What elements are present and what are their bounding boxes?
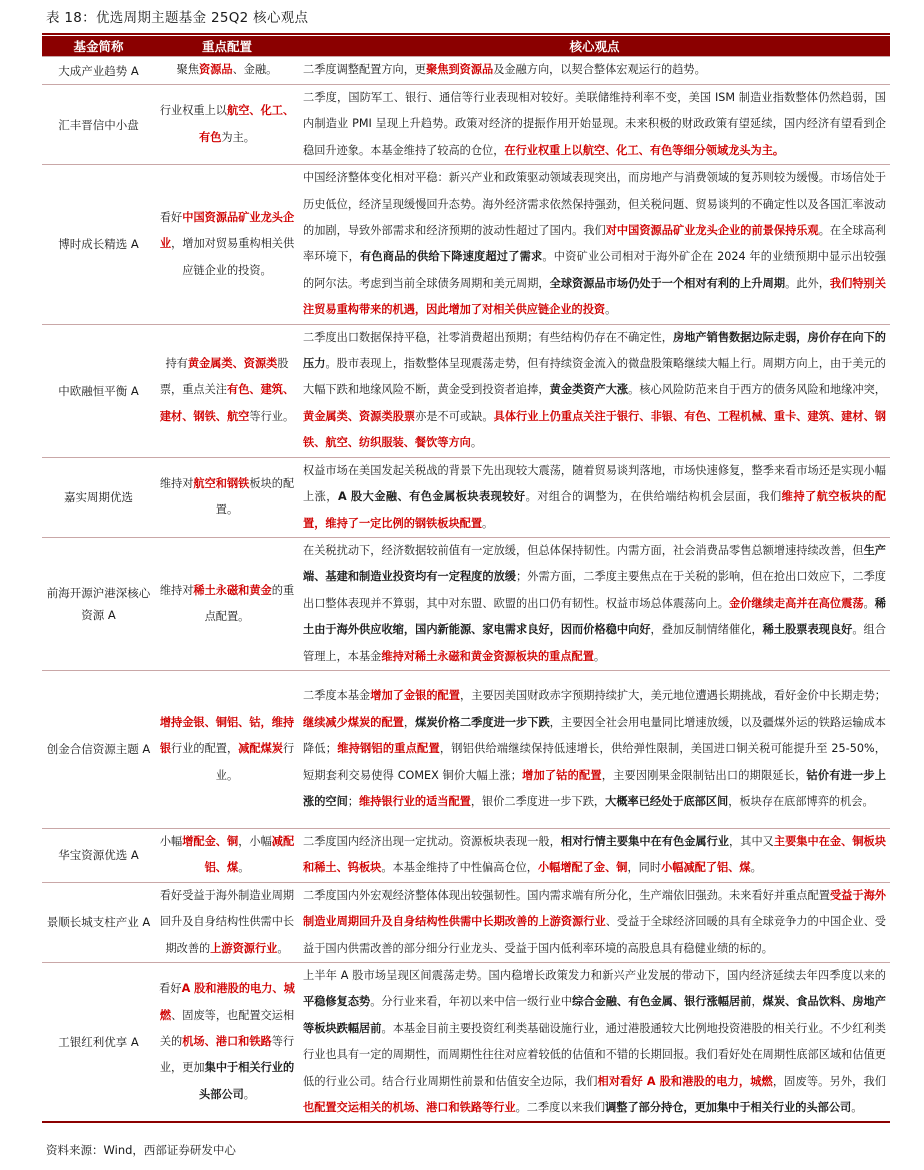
fund-name-cell: 创金合信资源主题 A	[42, 670, 155, 828]
key-allocation-segment: 减配铝、煤	[204, 834, 295, 875]
core-view-segment: 我们特别关注贸易重构带来的机遇，因此增加了对相关供应链企业的投资	[303, 276, 886, 317]
key-allocation-cell	[155, 85, 299, 165]
key-allocation-segment: 。	[238, 861, 250, 875]
core-view-segment: 主要集中在金、铜板块和稀土、钨板块	[303, 834, 886, 875]
core-view-segment: 综合金融、有色金属、银行涨幅居前	[572, 995, 752, 1009]
fund-name-cell: 工银红利优享 A	[42, 962, 155, 1122]
core-view-segment: ，银价二季度进一步下跌，	[470, 795, 606, 809]
key-allocation-segment: 减配煤炭	[238, 742, 283, 756]
table-row	[42, 324, 890, 457]
core-view-segment: 。对组合的调整为，在供给端结构机会层面，我们	[525, 490, 782, 504]
fund-name-cell: 嘉实周期优选	[42, 457, 155, 537]
key-allocation-segment: 等行业。	[249, 409, 295, 423]
core-view-segment: 。	[470, 436, 483, 450]
core-view-cell	[299, 457, 890, 537]
key-allocation-segment: 行业权重上以	[159, 104, 227, 118]
core-view-cell	[299, 85, 890, 165]
key-allocation-segment: 看好	[159, 210, 183, 224]
core-view-segment: 相对看好 A 股和港股的电力，城燃	[597, 1074, 773, 1088]
key-allocation-cell	[155, 165, 299, 324]
key-allocation-segment: A 股和港股的电力、城燃	[159, 982, 295, 1022]
core-view-segment: ，主要因刚果金限制钴出口的期限延长，	[601, 768, 807, 782]
core-view-segment: 煤炭、食品饮料、房地产等板块跌幅居前	[303, 995, 886, 1035]
core-view-segment: 煤炭价格二季度进一步下跌	[415, 715, 550, 729]
core-view-segment: 增加了钴的配置	[521, 768, 602, 782]
core-view-cell	[299, 324, 890, 457]
core-view-cell	[299, 57, 890, 85]
table-row	[42, 828, 890, 882]
table-row	[42, 165, 890, 324]
core-view-segment: 稀土股票表现良好	[762, 623, 853, 637]
core-view-cell	[299, 828, 890, 882]
core-view-segment: 调整了部分持仓，更加集中于相关行业的头部公司	[605, 1101, 852, 1114]
core-view-segment: 。在全球高利率环境下，	[303, 224, 886, 264]
source-note: 资料来源：Wind，西部证券研发中心	[46, 1143, 236, 1157]
key-allocation-cell	[155, 670, 299, 828]
table-row	[42, 85, 890, 165]
core-view-segment: 。组合管理上，本基金	[303, 623, 886, 663]
core-view-segment: 房地产销售数据边际走弱，房价存在向下的压力	[303, 330, 886, 371]
core-view-segment: ，	[403, 715, 416, 729]
table-row	[42, 882, 890, 962]
core-view-segment: ，板块存在底部博弈的机会。	[728, 795, 874, 809]
core-view-segment: 。	[863, 596, 875, 610]
core-view-segment: 。	[851, 1101, 863, 1114]
core-view-segment: ，同时	[627, 861, 662, 875]
key-allocation-segment: 黄金属类、资源类	[187, 357, 278, 371]
core-view-segment: 。	[750, 861, 762, 875]
core-view-segment: 、受益于全球经济回暖的具有全球竞争力的中国企业、受益于国内供需改善的部分细分行业龙头、受益于国内低利率环境的高股息具有稳健业绩的标的。	[303, 915, 886, 955]
core-view-segment: 小幅增配了金、铜	[537, 861, 628, 875]
core-view-segment: 。	[482, 516, 494, 530]
core-view-segment: 。	[593, 649, 606, 663]
core-view-segment: 二季度出口数据保持平稳，社零消费超出预期；有些结构仍存在不确定性，	[303, 330, 673, 344]
table-title: 表 18：优选周期主题基金 25Q2 核心观点	[46, 10, 309, 26]
core-view-segment: 。二季度以来我们	[515, 1101, 606, 1114]
core-view-segment: 上半年 A 股市场呈现区间震荡走势。国内稳增长政策发力和新兴产业发展的带动下，国内经济延续去年四季度以来的	[303, 968, 886, 982]
table-row	[42, 457, 890, 537]
core-view-cell	[299, 670, 890, 828]
key-allocation-segment: ，增加对贸易重构相关供应链企业的投资。	[171, 237, 295, 277]
core-view-segment: 稀土由于海外供应收缩，国内新能源、家电需求良好，因而价格稳中向好	[303, 596, 886, 637]
top-rule	[42, 33, 890, 35]
key-allocation-cell	[155, 457, 299, 537]
key-allocation-segment: 增配金、铜	[182, 834, 239, 848]
fund-views-table	[42, 36, 890, 1123]
core-view-segment: ，主要因全社会用电量同比增速放缓，以及疆煤外运的铁路运输成本降低；	[303, 715, 886, 756]
core-view-segment: 小幅减配了铝、煤	[661, 861, 751, 875]
core-view-segment: 全球资源品市场仍处于一个相对有利的上升周期	[549, 276, 786, 290]
core-view-segment: 。	[605, 303, 617, 317]
key-allocation-segment: 聚焦	[176, 63, 200, 77]
core-view-cell	[299, 165, 890, 324]
core-view-segment: 及金融方向，以契合整体宏观运行的趋势。	[493, 63, 706, 77]
key-allocation-segment: 有色、建筑、建材、钢铁、航空	[159, 383, 295, 423]
key-allocation-segment: 股票，重点关注	[159, 357, 289, 397]
key-allocation-segment: 、金融。	[232, 63, 278, 77]
key-allocation-segment: 看好受益于海外制造业周期回升及自身结构性供需中长期改善的	[159, 888, 295, 955]
key-allocation-cell	[155, 882, 299, 962]
header-core-view: 核心观点	[299, 36, 890, 57]
core-view-segment: 。本基金目前主要投资红利类基础设施行业，通过港股通较大比例地投资港股的相关行业。不少红利类行业也具有一定的周期性，而周期性往往对应着较低的估值和不错的长期回报。我们看好处在周期性底部区域和估值更低的行业公司。结合行业周期性前景和估值安全边际，我们	[303, 1021, 886, 1088]
core-view-segment: ，钢铝供给端继续保持低速增长，供给弹性限制，美国进口铜关税可能提升至 25-50%，短期套利交易使得 COMEX 铜价大幅上涨；	[303, 742, 886, 782]
table-row	[42, 962, 890, 1122]
key-allocation-segment: 。	[277, 941, 289, 955]
core-view-segment: ；	[347, 795, 359, 809]
core-view-segment: 聚焦到资源品	[426, 63, 494, 77]
core-view-segment: ，其中又	[729, 834, 774, 848]
core-view-segment: ，叠加反制情绪催化，	[650, 623, 763, 637]
core-view-segment: 。此外，	[785, 276, 830, 290]
core-view-segment: 也配置交运相关的机场、港口和铁路等行业	[303, 1101, 516, 1114]
core-view-segment: 。核心风险防范来自于西方的债务风险和地缘冲突，	[628, 383, 886, 397]
fund-name-cell: 汇丰晋信中小盘	[42, 85, 155, 165]
key-allocation-segment: 小幅	[159, 834, 183, 848]
core-view-segment: 二季度国内经济出现一定扰动。资源板块表现一般，	[303, 834, 561, 848]
core-view-segment: 黄金属类、资源类股票	[303, 409, 416, 423]
core-view-segment: 二季度，国防军工、银行、通信等行业表现相对较好。美联储维持利率不变，美国 ISM 制造业指数整体仍然趋弱，国内制造业 PMI 呈现上升趋势。政策对经济的提振作用开始显现。未来积极的财政政策有望延续，国内经济有望看到企稳回升迹象。本基金维持了较高的仓位，	[303, 91, 886, 157]
core-view-segment: 。分行业来看，年初以来中信一级行业中	[370, 995, 573, 1009]
fund-name-cell: 中欧融恒平衡 A	[42, 324, 155, 457]
key-allocation-segment: 航空、化工、有色	[199, 104, 295, 144]
core-view-segment: 相对行情主要集中在有色金属行业	[560, 834, 730, 848]
core-view-segment: 维持对稀土永磁和黄金资源板块的重点配置	[381, 649, 594, 663]
key-allocation-segment: 增持金银、铜铝、钴，维持银	[159, 715, 295, 756]
core-view-cell	[299, 962, 890, 1122]
core-view-segment: ，	[751, 995, 763, 1009]
core-view-segment: 亦是不可或缺。	[415, 409, 494, 423]
key-allocation-cell	[155, 57, 299, 85]
core-view-segment: 。中资矿业公司相对于海外矿企在 2024 年的业绩预期中显示出较强的阿尔法。考虑到当前全球债务周期和美元周期，	[303, 250, 886, 290]
key-allocation-segment: 等行业，更加	[159, 1034, 295, 1075]
core-view-segment: 维持银行业的适当配置	[358, 795, 471, 809]
core-view-segment: 二季度国内外宏观经济整体体现出较强韧性。国内需求端有所分化，生产端依旧强劲。未来看好并重点配置	[303, 888, 830, 902]
key-allocation-segment: 的重点配置。	[204, 583, 295, 623]
key-allocation-segment: 板块的配置。	[215, 476, 295, 517]
table-row	[42, 57, 890, 85]
core-view-segment: 增加了金银的配置	[370, 689, 460, 703]
core-view-segment: 黄金类资产大涨	[549, 383, 629, 397]
key-allocation-segment: 、固废等，也配置交运相关的	[159, 1008, 295, 1048]
key-allocation-segment: 航空和钢铁	[193, 476, 250, 490]
table-row	[42, 537, 890, 670]
core-view-segment: 平稳修复态势	[303, 995, 371, 1009]
core-view-segment: A 股大金融、有色金属板块表现较好	[337, 490, 526, 504]
core-view-segment: 二季度调整配置方向，更	[303, 63, 427, 77]
core-view-segment: ；外需方面，二季度主要焦点在于关税的影响，但在抢出口效应下，二季度出口整体表现并不算弱，其中对东盟、欧盟的出口仍有韧性。权益市场总体震荡向上。	[303, 570, 886, 610]
key-allocation-cell	[155, 962, 299, 1122]
key-allocation-cell	[155, 828, 299, 882]
key-allocation-segment: 上游资源行业	[210, 941, 278, 955]
key-allocation-segment: 为主。	[221, 130, 255, 144]
core-view-segment: 钴价有进一步上涨的空间	[303, 768, 886, 809]
key-allocation-segment: 。	[243, 1087, 255, 1101]
core-view-segment: 具体行业上仍重点关注于银行、非银、有色、工程机械、重卡、建筑、建材、钢铁、航空、纺织服装、餐饮等方向	[303, 409, 886, 450]
key-allocation-segment: ，小幅	[238, 834, 272, 848]
key-allocation-segment: 行业。	[215, 742, 295, 782]
fund-name-cell: 华宝资源优选 A	[42, 828, 155, 882]
core-view-segment: 在关税扰动下，经济数据较前值有一定放缓，但总体保持韧性。内需方面，社会消费品零售总额增速持续改善，但	[303, 543, 864, 557]
core-view-segment: 对中国资源品矿业龙头企业的前景保持乐观	[605, 224, 819, 238]
core-view-segment: 。股市表现上，指数整体呈现震荡走势，但有持续资金流入的微盘股策略继续大幅上行。周期方向上，由于美元的大幅下跌和地缘风险不断，黄金受到投资者追捧，	[303, 357, 886, 397]
header-fund-name: 基金简称	[42, 36, 155, 57]
core-view-segment: 有色商品的供给下降速度超过了需求	[360, 250, 543, 264]
fund-name-cell: 景顺长城支柱产业 A	[42, 882, 155, 962]
core-view-cell	[299, 537, 890, 670]
core-view-segment: 中国经济整体变化相对平稳：新兴产业和政策驱动领域表现突出，而房地产与消费领域的复苏则较为缓慢。市场信处于历史低位，经济呈现缓慢回升态势。海外经济需求依然保持强劲，但关税问题、贸易谈判的不确定性以及各国汇率波动的加剧，导致外部需求和经济预期的波动性超过了国内。我们	[303, 171, 886, 238]
key-allocation-segment: 行业的配置，	[171, 742, 239, 756]
core-view-segment: 维持钢铝的重点配置	[337, 742, 440, 756]
header-key-allocation: 重点配置	[155, 36, 299, 57]
core-view-segment: 维持了航空板块的配置，维持了一定比例的钢铁板块配置	[303, 490, 886, 530]
key-allocation-segment: 维持对	[159, 476, 194, 490]
fund-name-cell: 大成产业趋势 A	[42, 57, 155, 85]
key-allocation-segment: 持有	[165, 357, 188, 371]
key-allocation-segment: 集中于相关行业的头部公司	[199, 1061, 295, 1101]
core-view-segment: 金价继续走高并在高位震荡	[729, 596, 864, 610]
core-view-segment: 受益于海外制造业周期回升及自身结构性供需中长期改善的上游资源行业	[303, 888, 886, 929]
fund-name-cell: 博时成长精选 A	[42, 165, 155, 324]
fund-name-cell: 前海开源沪港深核心资源 A	[42, 537, 155, 670]
core-view-segment: 在行业权重上以航空、化工、有色等细分领域龙头为主。	[504, 143, 785, 157]
core-view-segment: 大概率已经处于底部区间	[605, 795, 729, 809]
core-view-segment: 继续减少煤炭的配置	[303, 715, 404, 729]
table-row	[42, 670, 890, 828]
key-allocation-segment: 维持对	[159, 583, 194, 597]
key-allocation-segment: 稀土永磁和黄金	[193, 583, 272, 597]
core-view-segment: ，主要因美国财政赤字预期持续扩大，美元地位遭遇长期挑战，看好金价中长期走势；	[459, 689, 886, 703]
core-view-segment: 二季度本基金	[303, 689, 371, 703]
core-view-segment: 权益市场在美国发起关税战的背景下先出现较大震荡，随着贸易谈判落地，市场快速修复，整季来看市场还是实现小幅上涨，	[303, 463, 886, 504]
core-view-cell	[299, 882, 890, 962]
core-view-segment: 。本基金维持了中性偏高仓位，	[381, 861, 538, 875]
key-allocation-segment: 中国资源品矿业龙头企业	[159, 210, 295, 251]
core-view-segment: ，固废等。另外，我们	[772, 1074, 886, 1088]
key-allocation-segment: 看好	[159, 982, 182, 996]
key-allocation-cell	[155, 324, 299, 457]
key-allocation-segment: 机场、港口和铁路	[182, 1034, 272, 1048]
key-allocation-cell	[155, 537, 299, 670]
core-view-segment: 生产端、基建和制造业投资均有一定程度的放缓	[303, 543, 886, 584]
header-row	[42, 36, 890, 57]
key-allocation-segment: 资源品	[199, 63, 233, 77]
